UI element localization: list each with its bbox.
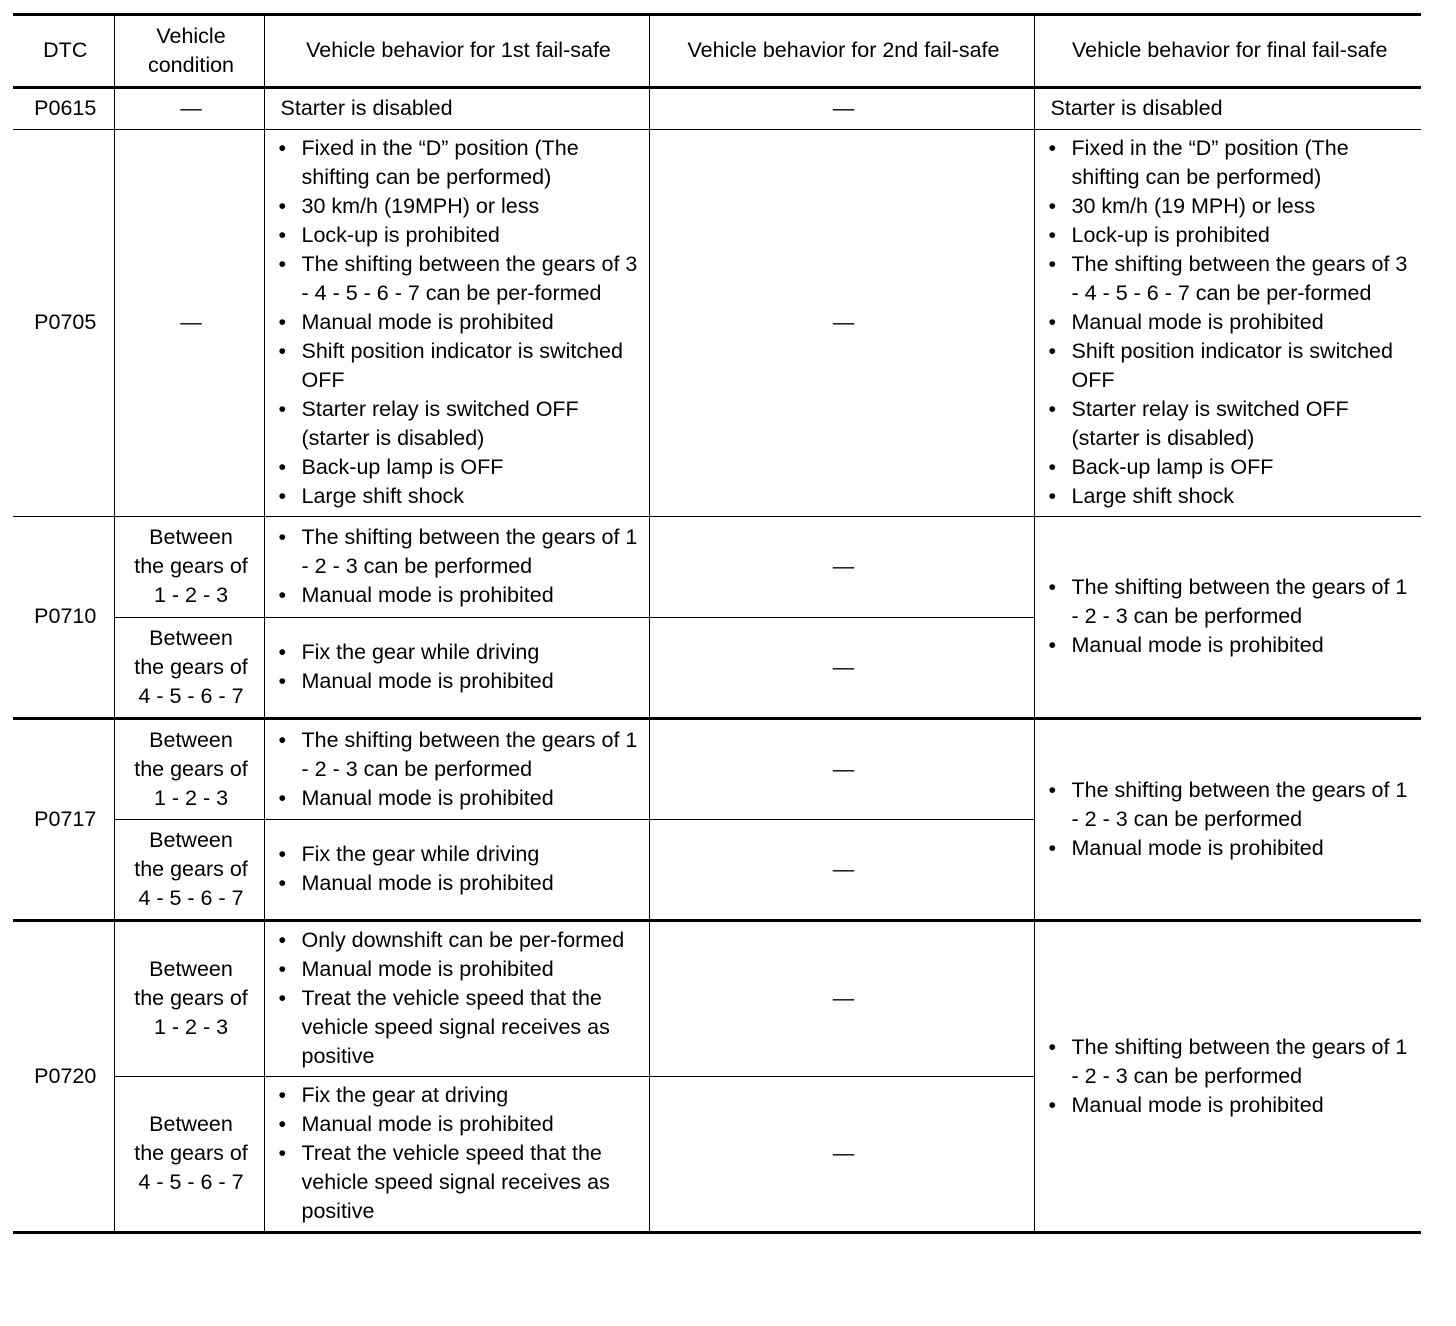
vehicle-condition xyxy=(114,517,264,618)
vehicle-condition: — xyxy=(114,88,264,130)
final-failsafe-cell xyxy=(1034,719,1421,921)
behavior-item: • Shift position indicator is switched OFF xyxy=(288,337,639,395)
final-failsafe-cell xyxy=(1034,921,1421,1233)
second-failsafe-cell: — xyxy=(649,88,1034,130)
behavior-item: • Manual mode is prohibited xyxy=(288,869,639,898)
behavior-list xyxy=(279,726,639,813)
vehicle-condition xyxy=(114,820,264,921)
final-failsafe-cell xyxy=(1034,517,1421,719)
final-failsafe-cell xyxy=(1034,130,1421,517)
cond-line-gears: 4 - 5 - 6 - 7 xyxy=(138,683,244,708)
behavior-item: • The shifting between the gears of 1 - 2 - 3 can be performed xyxy=(1058,573,1412,631)
behavior-item: • The shifting between the gears of 1 - 2 - 3 can be performed xyxy=(288,523,639,581)
behavior-item: • Large shift shock xyxy=(1058,482,1412,511)
first-failsafe-cell xyxy=(264,921,649,1077)
behavior-item: • Manual mode is prohibited xyxy=(288,1110,639,1139)
cond-line-gears: 4 - 5 - 6 - 7 xyxy=(138,885,244,910)
cond-line-gears: 4 - 5 - 6 - 7 xyxy=(138,1170,244,1194)
behavior-item: • Only downshift can be per-formed xyxy=(288,926,639,955)
behavior-item: • Fix the gear at driving xyxy=(288,1081,639,1110)
behavior-item: • Manual mode is prohibited xyxy=(288,784,639,813)
behavior-list xyxy=(279,840,639,898)
vehicle-condition: — xyxy=(114,130,264,517)
behavior-item: • Manual mode is prohibited xyxy=(288,667,639,696)
behavior-list xyxy=(1049,1033,1412,1120)
cond-line-between: Between xyxy=(149,727,233,752)
behavior-item: • Treat the vehicle speed that the vehicle speed signal receives as positive xyxy=(288,984,639,1071)
behavior-item: • Fixed in the “D” position (The shifting can be performed) xyxy=(288,134,639,192)
table-row-p0710-low xyxy=(13,517,1421,618)
dtc-code: P0710 xyxy=(13,517,114,719)
behavior-item: • 30 km/h (19MPH) or less xyxy=(288,192,639,221)
cond-line-gears-of: the gears of xyxy=(134,554,248,578)
behavior-item: • Fix the gear while driving xyxy=(288,638,639,667)
header-row xyxy=(13,15,1421,88)
behavior-item: • Manual mode is prohibited xyxy=(1058,631,1412,660)
vehicle-condition xyxy=(114,618,264,719)
header-second-failsafe: Vehicle behavior for 2nd fail-safe xyxy=(649,15,1034,88)
failsafe-table xyxy=(13,13,1421,1234)
behavior-item: • Fixed in the “D” position (The shifting can be performed) xyxy=(1058,134,1412,192)
vehicle-condition xyxy=(114,921,264,1077)
cond-line-between: Between xyxy=(149,1112,233,1136)
cond-line-gears: 1 - 2 - 3 xyxy=(153,1015,229,1039)
cond-line-between: Between xyxy=(149,625,233,650)
behavior-item: • The shifting between the gears of 1 - 2 - 3 can be performed xyxy=(288,726,639,784)
second-failsafe-cell: — xyxy=(649,921,1034,1077)
cond-line-gears-of: the gears of xyxy=(134,756,248,781)
behavior-list xyxy=(1049,134,1412,511)
behavior-item: • Back-up lamp is OFF xyxy=(1058,453,1412,482)
behavior-item: • The shifting between the gears of 3 - 4 - 5 - 6 - 7 can be per-formed xyxy=(288,250,639,308)
behavior-item: • Manual mode is prohibited xyxy=(288,955,639,984)
cond-line-between: Between xyxy=(149,957,233,981)
vehicle-condition xyxy=(114,1077,264,1233)
behavior-list xyxy=(279,1081,639,1226)
final-failsafe-cell: Starter is disabled xyxy=(1034,88,1421,130)
table-row-p0720-low xyxy=(13,921,1421,1077)
behavior-item: • Back-up lamp is OFF xyxy=(288,453,639,482)
dtc-code: P0720 xyxy=(13,921,114,1233)
behavior-item: • The shifting between the gears of 3 - 4 - 5 - 6 - 7 can be per-formed xyxy=(1058,250,1412,308)
table-row-p0705 xyxy=(13,130,1421,517)
behavior-item: • Lock-up is prohibited xyxy=(288,221,639,250)
first-failsafe-cell xyxy=(264,719,649,820)
behavior-list xyxy=(279,134,639,511)
first-failsafe-cell xyxy=(264,618,649,719)
header-condition-line2: condition xyxy=(147,52,235,77)
behavior-item: • Manual mode is prohibited xyxy=(288,308,639,337)
second-failsafe-cell: — xyxy=(649,517,1034,618)
first-failsafe-cell: Starter is disabled xyxy=(264,88,649,130)
second-failsafe-cell: — xyxy=(649,618,1034,719)
dtc-code: P0705 xyxy=(13,130,114,517)
second-failsafe-cell: — xyxy=(649,1077,1034,1233)
first-failsafe-cell xyxy=(264,820,649,921)
behavior-list xyxy=(1049,776,1412,863)
cond-line-gears-of: the gears of xyxy=(134,986,248,1010)
behavior-list xyxy=(1049,573,1412,660)
vehicle-condition xyxy=(114,719,264,820)
behavior-item: • Shift position indicator is switched OFF xyxy=(1058,337,1412,395)
cond-line-gears: 1 - 2 - 3 xyxy=(153,583,229,607)
behavior-item: • The shifting between the gears of 1 - 2 - 3 can be performed xyxy=(1058,776,1412,834)
behavior-item: • Large shift shock xyxy=(288,482,639,511)
behavior-item: • Manual mode is prohibited xyxy=(288,581,639,610)
header-condition-line1: Vehicle xyxy=(156,23,226,48)
cond-line-gears-of: the gears of xyxy=(134,1141,248,1165)
first-failsafe-cell xyxy=(264,130,649,517)
behavior-list xyxy=(279,523,639,610)
behavior-item: • Starter relay is switched OFF (starter is disabled) xyxy=(1058,395,1412,453)
behavior-list xyxy=(279,926,639,1071)
behavior-item: • The shifting between the gears of 1 - 2 - 3 can be performed xyxy=(1058,1033,1412,1091)
table-row-p0615 xyxy=(13,88,1421,130)
behavior-item: • Manual mode is prohibited xyxy=(1058,834,1412,863)
table-row-p0717-low xyxy=(13,719,1421,820)
header-vehicle-condition xyxy=(114,15,264,88)
first-failsafe-cell xyxy=(264,1077,649,1233)
second-failsafe-cell: — xyxy=(649,820,1034,921)
second-failsafe-cell: — xyxy=(649,130,1034,517)
header-final-failsafe: Vehicle behavior for final fail-safe xyxy=(1034,15,1421,88)
behavior-item: • Fix the gear while driving xyxy=(288,840,639,869)
header-dtc: DTC xyxy=(13,15,114,88)
first-failsafe-cell xyxy=(264,517,649,618)
dtc-code: P0717 xyxy=(13,719,114,921)
cond-line-between: Between xyxy=(149,525,233,549)
behavior-item: • Lock-up is prohibited xyxy=(1058,221,1412,250)
behavior-list xyxy=(279,638,639,696)
header-first-failsafe: Vehicle behavior for 1st fail-safe xyxy=(264,15,649,88)
cond-line-gears: 1 - 2 - 3 xyxy=(153,785,229,810)
cond-line-gears-of: the gears of xyxy=(134,654,248,679)
behavior-item: • 30 km/h (19 MPH) or less xyxy=(1058,192,1412,221)
cond-line-gears-of: the gears of xyxy=(134,856,248,881)
cond-line-between: Between xyxy=(149,827,233,852)
behavior-item: • Manual mode is prohibited xyxy=(1058,1091,1412,1120)
second-failsafe-cell: — xyxy=(649,719,1034,820)
behavior-item: • Starter relay is switched OFF (starter is disabled) xyxy=(288,395,639,453)
dtc-code: P0615 xyxy=(13,88,114,130)
behavior-item: • Treat the vehicle speed that the vehicle speed signal receives as positive xyxy=(288,1139,639,1226)
behavior-item: • Manual mode is prohibited xyxy=(1058,308,1412,337)
